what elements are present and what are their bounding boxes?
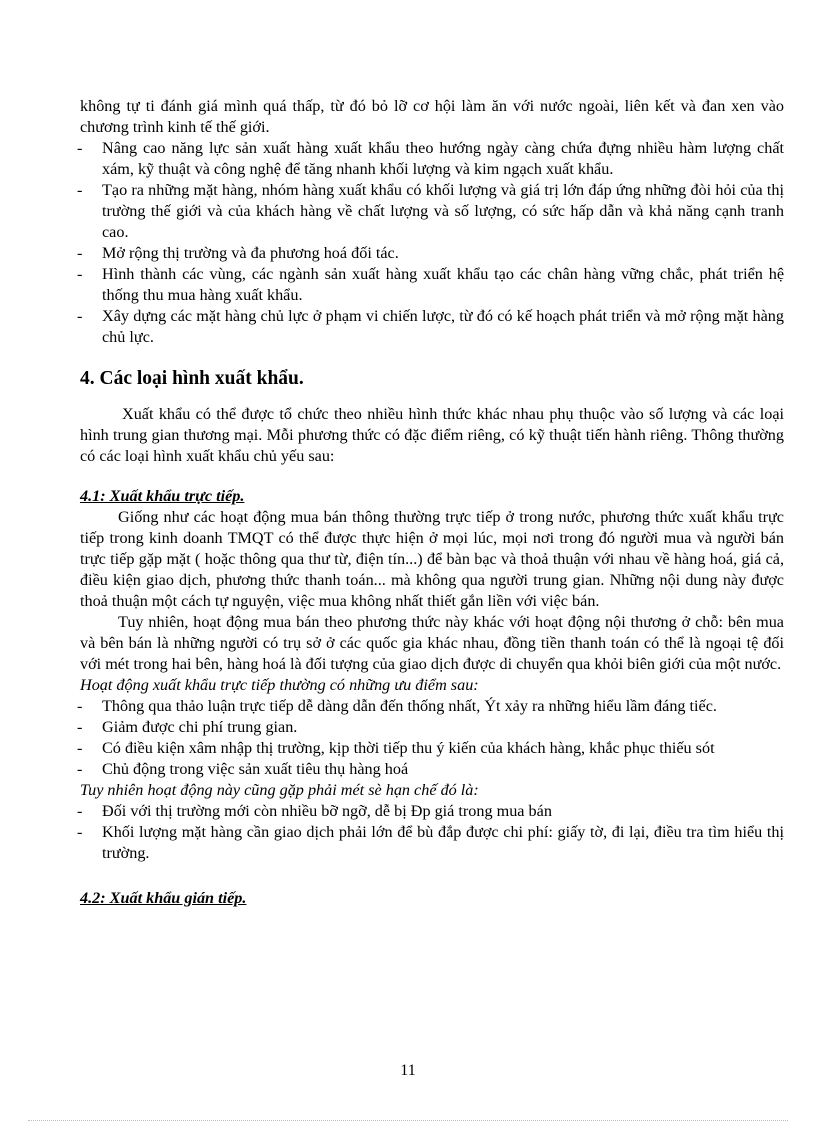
list-item-text: Tạo ra những mặt hàng, nhóm hàng xuất khẩu có khối lượng và giá trị lớn đáp ứng những đòi hỏi của thị trường thế giới và của khách hàng về chất lượng và số lượng, có sức hấp dẫn và khả năng cạnh tranh cao. — [102, 181, 784, 241]
list-item — [77, 138, 784, 180]
advantages-title: Hoạt động xuất khẩu trực tiếp thường có những ưu điểm sau: — [80, 676, 479, 694]
intro-paragraph: không tự ti đánh giá mình quá thấp, từ đó bỏ lỡ cơ hội làm ăn với nước ngoài, liên kết và đan xen vào chương trình kinh tế thế giới. — [80, 97, 784, 136]
goals-list — [77, 138, 784, 348]
direct-export-paragraph-2: Tuy nhiên, hoạt động mua bán theo phương thức này khác với hoạt động nội thương ở chỗ: bên mua và bên bán là những người có trụ sở ở các quốc gia khác nhau, đồng tiền thanh toán có thể là ngoại tệ đối với mét trong hai bên, hàng hoá là đối tượng của giao dịch được di chuyển qua khỏi biên giới của một nước. — [80, 613, 784, 673]
bullet-dash: - — [77, 823, 83, 841]
direct-export-paragraph-1: Giống như các hoạt động mua bán thông thường trực tiếp ở trong nước, phương thức xuất khẩu trực tiếp trong kinh doanh TMQT có thể được thực hiện ở mọi lúc, mọi nơi trong đó người mua và người bán trực tiếp gặp mặt ( hoặc thông qua thư từ, điện tín...) để bàn bạc và thoả thuận với nhau về hàng hoá, giá cả, điều kiện giao dịch, phương thức thanh toán... mà không qua người trung gian. Những nội dung này được thoả thuận một cách tự nguyện, việc mua không nhất thiết gắn liền với việc bán. — [80, 508, 784, 610]
bullet-dash: - — [77, 244, 83, 262]
list-item — [77, 822, 784, 864]
section-intro-paragraph: Xuất khẩu có thể được tổ chức theo nhiều hình thức khác nhau phụ thuộc vào số lượng và các loại hình trung gian thương mại. Mỗi phương thức có đặc điểm riêng, có kỹ thuật tiến hành riêng. Thông thường có các loại hình xuất khẩu chủ yếu sau: — [80, 405, 784, 465]
subsection-heading-direct-export: 4.1: Xuất khẩu trực tiếp. — [80, 487, 245, 505]
list-item-text: Chủ động trong việc sản xuất tiêu thụ hàng hoá — [102, 760, 409, 778]
bullet-dash: - — [77, 760, 83, 778]
list-item — [77, 180, 784, 243]
list-item-text: Thông qua thảo luận trực tiếp dễ dàng dẫn đến thống nhất, Ýt xảy ra những hiểu lầm đáng tiếc. — [102, 697, 717, 715]
bullet-dash: - — [77, 139, 83, 157]
list-item — [77, 738, 784, 759]
section-heading: 4. Các loại hình xuất khẩu. — [80, 368, 304, 389]
list-item — [77, 243, 784, 264]
bullet-dash: - — [77, 718, 83, 736]
list-item — [77, 264, 784, 306]
advantages-list — [77, 696, 784, 780]
list-item-text: Giảm được chi phí trung gian. — [102, 718, 298, 736]
bullet-dash: - — [77, 802, 83, 820]
page-bottom-divider — [28, 1120, 788, 1121]
list-item — [77, 759, 784, 780]
page-content — [77, 96, 784, 909]
list-item-text: Đối với thị trường mới còn nhiều bỡ ngỡ, dễ bị Ðp giá trong mua bán — [102, 802, 552, 820]
bullet-dash: - — [77, 265, 83, 283]
list-item-text: Khối lượng mặt hàng cần giao dịch phải lớn để bù đắp được chi phí: giấy tờ, đi lại, điều tra tìm hiểu thị trường. — [102, 823, 784, 862]
list-item — [77, 696, 784, 717]
list-item-text: Xây dựng các mặt hàng chủ lực ở phạm vi chiến lược, từ đó có kế hoạch phát triển và mở rộng mặt hàng chủ lực. — [102, 307, 784, 346]
limits-title: Tuy nhiên hoạt động này cũng gặp phải mét sè hạn chế đó là: — [80, 781, 479, 799]
list-item-text: Hình thành các vùng, các ngành sản xuất hàng xuất khẩu tạo các chân hàng vững chắc, phát triển hệ thống thu mua hàng xuất khẩu. — [102, 265, 784, 304]
limits-list — [77, 801, 784, 864]
bullet-dash: - — [77, 739, 83, 757]
list-item — [77, 801, 784, 822]
subsection-heading-indirect-export: 4.2: Xuất khẩu gián tiếp. — [80, 889, 247, 907]
list-item — [77, 306, 784, 348]
list-item — [77, 717, 784, 738]
bullet-dash: - — [77, 307, 83, 325]
list-item-text: Có điều kiện xâm nhập thị trường, kịp thời tiếp thu ý kiến của khách hàng, khắc phục thiếu sót — [102, 739, 715, 757]
bullet-dash: - — [77, 697, 83, 715]
list-item-text: Mở rộng thị trường và đa phương hoá đối tác. — [102, 244, 399, 262]
bullet-dash: - — [77, 181, 83, 199]
list-item-text: Nâng cao năng lực sản xuất hàng xuất khẩu theo hướng ngày càng chứa đựng nhiều hàm lượng chất xám, kỹ thuật và công nghệ để tăng nhanh khối lượng và kim ngạch xuất khẩu. — [102, 139, 784, 178]
page-number: 11 — [400, 1062, 416, 1079]
